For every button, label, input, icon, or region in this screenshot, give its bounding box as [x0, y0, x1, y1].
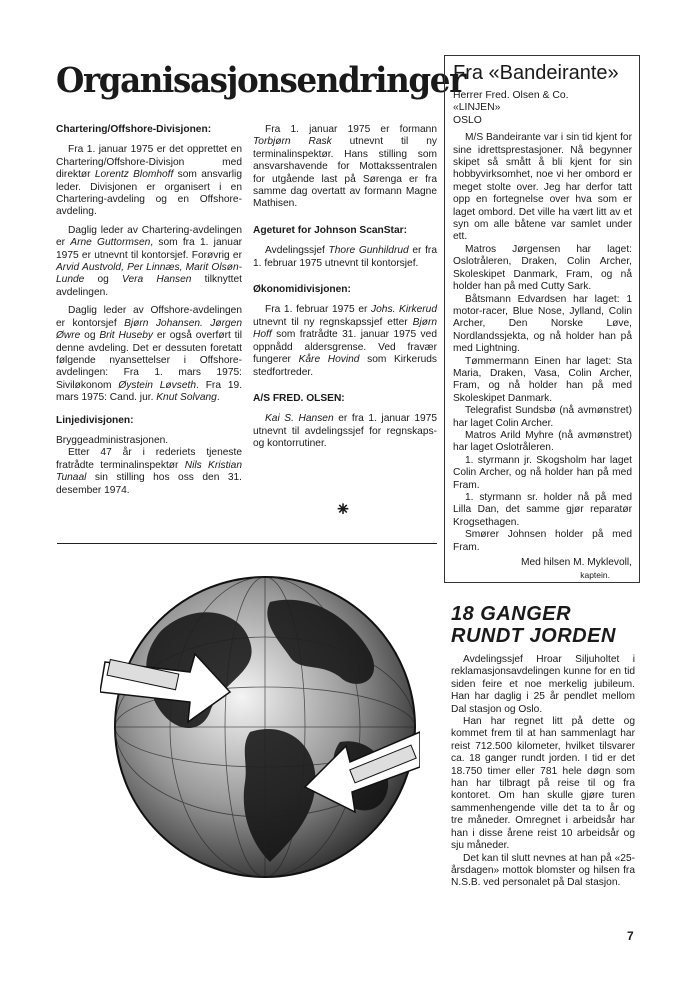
asterism-icon: ⁕: [334, 499, 352, 521]
letter-box: [444, 55, 640, 583]
paragraph: Avdelingssjef Hroar Siljuholtet i reklamasjonsavdelingen kunne for en tid siden feire et noe merkelig jubileum. Han har daglig i 25 år pendlet mellom Dal stasjon og Oslo.: [451, 654, 635, 715]
letter-title: Fra «Bandeirante»: [453, 62, 619, 84]
article-title: 18 GANGER RUNDT JORDEN: [451, 603, 616, 647]
section-heading: Linjedivisjonen:: [56, 414, 134, 426]
globe-illustration: [100, 562, 420, 892]
divider: [57, 543, 437, 544]
page-title: Organisasjonsendringer: [56, 60, 465, 101]
paragraph: Telegrafist Sundsbø (nå avmønstret) har laget Colin Archer.: [453, 405, 632, 429]
paragraph: Daglig leder av Chartering-avdelingen er Arne Guttormsen, som fra 1. januar 1975 er utnevnt til kontorsjef. Forøvrig er Arvid Austvold, Per Linnæs, Marit Olsøn-Lunde og Vera Hansen tilknyttet avdelingen.: [56, 224, 243, 298]
page-number: 7: [627, 929, 634, 943]
letter-address: Herrer Fred. Olsen & Co. «LINJEN» OSLO: [453, 90, 569, 126]
letter-body: [453, 132, 632, 554]
paragraph: 1. styrmann sr. holder nå på med Lilla Dan, det samme gjør reparatør Krogsethagen.: [453, 492, 632, 528]
letter-signature: Med hilsen M. Myklevoll, kaptein.: [521, 557, 632, 581]
paragraph: Matros Jørgensen har laget: Oslotråleren, Draken, Colin Archer, Skoleskipet Danmark, Fram, og nå holder han på med Cutty Sark.: [453, 243, 632, 293]
paragraph: Tømmermann Einen har laget: Sta Maria, Draken, Vasa, Colin Archer, Fram, og nå holder han på med Skoleskipet Danmark.: [453, 355, 632, 404]
paragraph: Matros Arild Myhre (nå avmønstret) har laget Oslotråleren.: [453, 429, 632, 454]
paragraph: Han har regnet litt på dette og kommet frem til at han sammenlagt har reist 712.500 kilometer, hvilket tilsvarer ca. 18 ganger rundt jorden. I tid er det 18.750 timer eller 781 hele døgn som han har tilbragt på reise til og fra kontoret. Om han skulle gjøre turen sammenhengende ville det ta to år og tre måneder. Omregnet i arbeidsår har han i disse årene reist 10 arbeidsår og sju måneder.: [451, 716, 635, 852]
paragraph: Daglig leder av Offshore-avdelingen er kontorsjef Bjørn Johansen. Jørgen Øwre og Brit Huseby er også overført til denne avdeling. Det er dessuten foretatt følgende nyansettelser i Offshore-avdelingen: Fra 1. mars 1975: Siviløkonom Øystein Løvseth. Fra 19. mars 1975: Cand. jur. Knut Solvang.: [56, 305, 243, 404]
paragraph: Avdelingssjef Thore Gunhildrud er fra 1. februar 1975 utnevnt til kontorsjef.: [253, 245, 437, 269]
paragraph: Kai S. Hansen er fra 1. januar 1975 utnevnt til avdelingssjef for regnskaps- og kontorrutiner.: [253, 413, 438, 450]
paragraph: Fra 1. februar 1975 er Johs. Kirkerud utnevnt til ny regnskapssjef etter Bjørn Hoff som fratrådte 31. januar 1975 ved oppnådd aldersgrense. Ved fravær fungerer Kåre Hovind som Kirkeruds stedfortreder.: [253, 304, 438, 378]
section-heading: A/S FRED. OLSEN:: [253, 392, 345, 404]
section-heading: Chartering/Offshore-Divisjonen:: [56, 124, 212, 135]
column-2: [253, 124, 437, 457]
paragraph: 1. styrmann jr. Skogsholm har laget Colin Archer, og nå holder han på med Fram.: [453, 454, 632, 491]
paragraph: M/S Bandeirante var i sin tid kjent for sine idrettsprestasjoner. Nå begynner skipet så smått å bli kjent for sin hobbyvirksomhet, noe vi her ombord er meget stolte over. Jeg har derfor tatt opp en fortegnelse over hva som er laget ombord. Det ville ha vært litt av et syn om alle båtene var samlet under ett.: [453, 132, 632, 243]
paragraph: Det kan til slutt nevnes at han på «25-årsdagen» mottok blomster og hilsen fra N.S.B. ved personalet på Dal stasjon.: [451, 852, 635, 889]
section-heading: Ageturet for Johnson ScanStar:: [253, 224, 407, 236]
paragraph: Fra 1. januar 1975 er formann Torbjørn Rask utnevnt til ny terminalinspektør. Hans stilling som ansvarshavende for Mottakssentralen for utgående last på Sørenga er fra samme dag overtatt av formann Magne Mathisen.: [253, 124, 437, 210]
article-body: [451, 654, 635, 890]
paragraph: Fra 1. januar 1975 er det opprettet en Chartering/Offshore-Divisjon med direktør Lorentz Blomhoff som ansvarlig leder. Divisjonen er organisert i en Chartering-avdeling og en Offshore-avdeling.: [56, 144, 242, 218]
paragraph: Bryggeadministrasjonen.: [56, 434, 169, 446]
paragraph: Båtsmann Edvardsen har laget: 1 motor-racer, Blue Nose, Jylland, Colin Archer, Den Norske Løve, Nordlandssjekta, og nå holder han på med Lightning.: [453, 293, 632, 355]
paragraph: Smører Johnsen holder på med Fram.: [453, 529, 632, 553]
section-heading: Økonomidivisjonen:: [253, 284, 351, 296]
column-1: [56, 124, 242, 503]
paragraph: Etter 47 år i rederiets tjeneste fratrådte terminalinspektør Nils Kristian Tunaal sin stilling hos oss den 31. desember 1974.: [56, 447, 242, 496]
